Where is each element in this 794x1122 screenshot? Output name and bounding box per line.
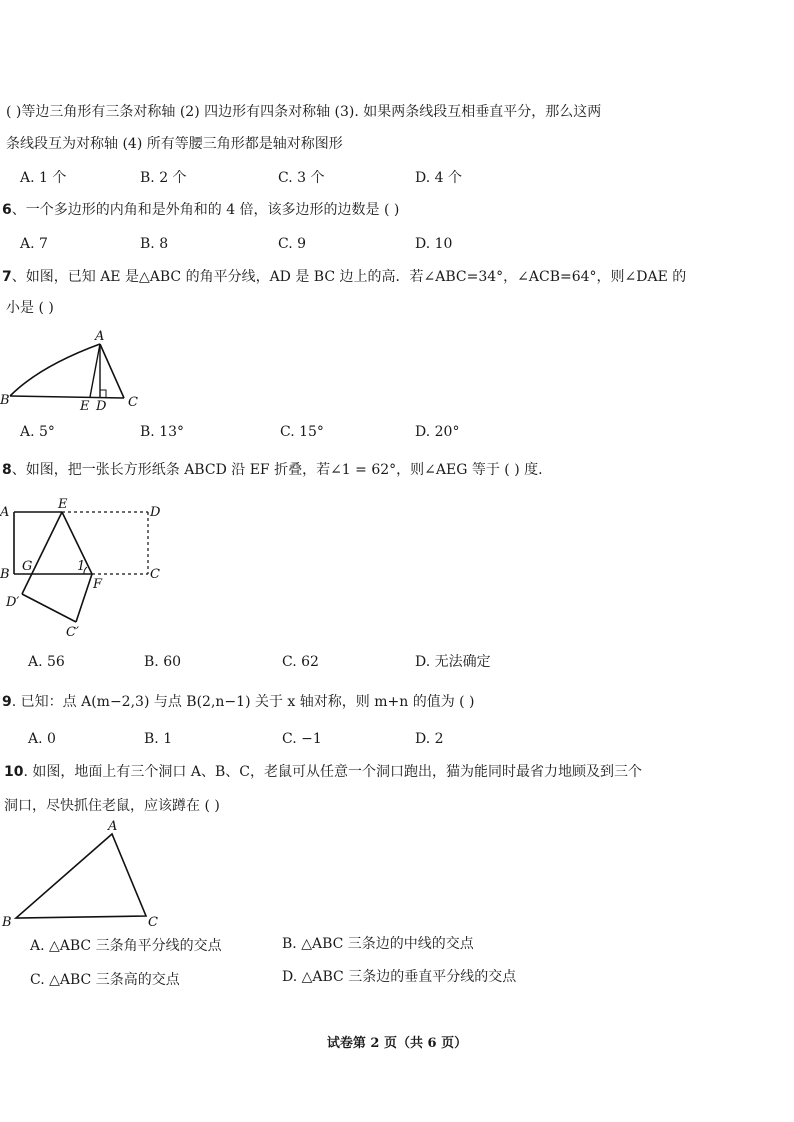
q6-option-b: B. 8 [140,236,169,252]
q7-label-b: B [0,393,10,408]
q10-triangle-figure [0,818,170,932]
q7-right-angle-mark [100,390,106,397]
q8-fold-figure [0,496,170,642]
q6-number: 6 [2,202,12,218]
q9-option-a: A. 0 [28,731,56,747]
q5-option-d: D. 4 个 [415,170,462,186]
q9-option-c: C. −1 [282,731,322,747]
q8-label-d-prime: D′ [6,595,20,610]
q6-option-c: C. 9 [278,236,307,252]
q7-label-a: A [95,329,105,344]
q6-text: 、一个多边形的内角和是外角和的 4 倍，该多边形的边数是 ( ) [11,202,400,218]
q7-stem-line1 [2,267,686,287]
q10-option-a: A. △ABC 三条角平分线的交点 [30,938,222,954]
q10-text-line1: . 如图，地面上有三个洞口 A、B、C，老鼠可从任意一个洞口跑出，猫为能同时最省力地顾及到三个 [23,764,642,780]
q7-number: 7 [2,269,12,285]
q10-option-b: B. △ABC 三条边的中线的交点 [282,936,474,952]
q7-label-d: D [96,399,107,412]
q8-label-c-prime: C′ [66,625,79,640]
q6-option-a: A. 7 [20,236,48,252]
q5-option-c: C. 3 个 [278,170,325,186]
q10-label-a: A [108,819,118,834]
q8-label-b: B [0,567,10,582]
q8-label-e: E [58,497,68,512]
q10-stem-line1 [4,762,642,782]
q5-line2: 条线段互为对称轴 (4) 所有等腰三角形都是轴对称图形 [6,136,343,152]
q10-number: 10 [4,764,24,780]
q8-edge-cp-f [76,574,92,622]
q7-stem-line2: 小是 ( ) [6,300,54,316]
q7-triangle-figure [0,326,150,412]
q10-option-d: D. △ABC 三条边的垂直平分线的交点 [282,969,517,985]
q10-stem-line2: 洞口，尽快抓住老鼠，应该蹲在 ( ) [4,798,220,814]
q10-label-b: B [2,915,12,930]
q9-number: 9 [2,694,12,710]
q7-side-bc [10,396,124,398]
q9-option-b: B. 1 [144,731,173,747]
q8-label-f: F [93,577,103,592]
q8-option-d: D. 无法确定 [415,654,491,670]
q5-option-a: A. 1 个 [20,170,67,186]
q8-label-a: A [0,505,10,520]
q10-option-c: C. △ABC 三条高的交点 [30,972,180,988]
q7-label-c: C [128,395,138,410]
q10-triangle-abc [16,834,146,918]
q8-label-g: G [22,559,33,574]
q8-option-c: C. 62 [282,654,319,670]
q7-side-ab [10,344,100,396]
q8-option-a: A. 56 [28,654,65,670]
q7-option-a: A. 5° [20,424,55,440]
q8-text: 、如图，把一张长方形纸条 ABCD 沿 EF 折叠，若∠1 = 62°，则∠AEG 等于 ( ) 度. [11,462,543,478]
q7-option-c: C. 15° [280,424,324,440]
page-footer: 试卷第 2 页（共 6 页） [326,1036,468,1051]
q7-option-b: B. 13° [140,424,185,440]
q7-option-d: D. 20° [415,424,460,440]
q8-label-c: C [150,567,160,582]
q8-number: 8 [2,462,12,478]
q9-option-d: D. 2 [415,731,444,747]
q6-stem [2,200,399,220]
q8-label-angle-1: 1 [77,559,86,574]
q8-option-b: B. 60 [144,654,182,670]
q9-text: . 已知：点 A(m−2,3) 与点 B(2,n−1) 关于 x 轴对称，则 m+n 的值为 ( ) [11,694,475,710]
q8-label-d: D [150,505,161,520]
q7-segment-ae [90,344,100,397]
q8-stem [2,460,543,480]
q8-edge-dp-cp [22,594,76,622]
q10-label-c: C [148,915,158,930]
q5-option-b: B. 2 个 [140,170,187,186]
q9-stem [2,692,475,712]
q7-text-line1: 、如图，已知 AE 是△ABC 的角平分线，AD 是 BC 边上的高．若∠ABC=34°，∠ACB=64°，则∠DAE 的 [11,269,687,285]
q7-label-e: E [80,399,90,412]
q6-option-d: D. 10 [415,236,453,252]
q8-edge-ed-prime [22,512,62,594]
q5-line1: ( )等边三角形有三条对称轴 (2) 四边形有四条对称轴 (3). 如果两条线段互相垂直平分，那么这两 [6,104,602,120]
